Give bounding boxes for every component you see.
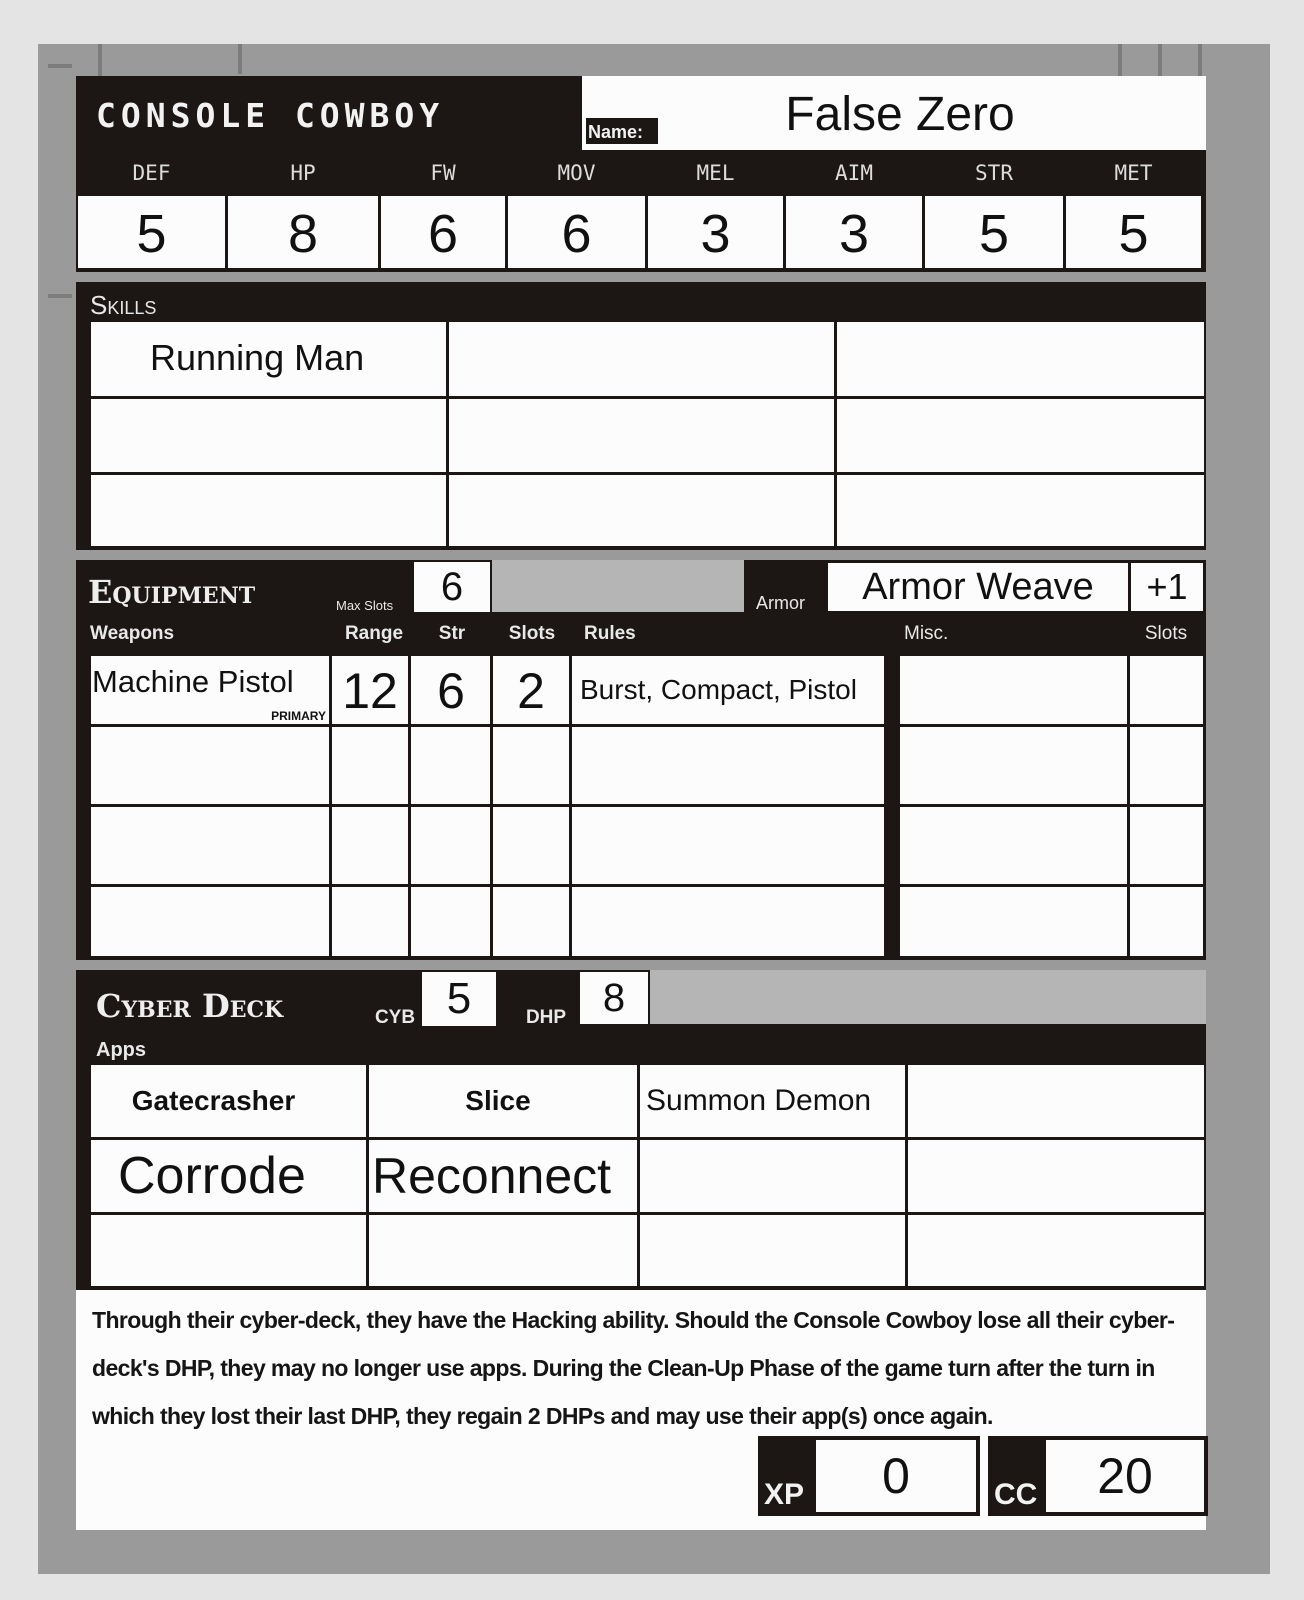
weapon-cell[interactable] [411,727,490,804]
weapon-cell[interactable] [572,807,884,884]
weapon-cell[interactable] [572,887,884,956]
dhp-value: 8 [602,976,626,1020]
weapon-cell[interactable] [91,727,329,804]
stat-label-met: MET [1114,161,1153,185]
weapon-cell[interactable] [91,807,329,884]
weapon-cell[interactable] [332,807,408,884]
skill-slot[interactable] [91,399,446,472]
stat-value-def: 5 [136,204,167,264]
rules-text: Through their cyber-deck, they have the Hacking ability. Should the Console Cowboy lose all their cyber-deck's DHP, they may no longer use apps. During the Clean-Up Phase of the game turn after the turn in which they lost their last DHP, they regain 2 DHPs and may use their app(s) once again. [92,1307,1175,1429]
weapon-cell[interactable] [411,807,490,884]
stat-value-hp: 8 [287,204,319,264]
weapon-cell[interactable] [91,887,329,956]
misc-cell[interactable] [1130,887,1203,956]
name-label: Name: [588,122,644,142]
character-name: False Zero [785,88,1015,141]
misc-cell[interactable] [900,727,1127,804]
app-slot[interactable] [369,1215,637,1286]
weapon-name: Machine Pistol [92,664,294,699]
stat-value-aim: 3 [838,204,870,264]
weapon-str: 6 [437,663,465,719]
stat-label-mel: MEL [696,161,735,185]
stat-value-mov: 6 [561,204,592,264]
armor-bonus: +1 [1146,566,1188,607]
weapon-cell[interactable] [493,887,569,956]
skill-slot[interactable] [449,475,834,546]
xp-label: XP [764,1478,805,1511]
misc-cell[interactable] [900,887,1127,956]
stat-value-str: 5 [978,204,1010,264]
misc-cell[interactable] [1130,656,1203,724]
col-misc-slots: Slots [1144,623,1188,644]
weapon-cell[interactable] [572,727,884,804]
skill-slot[interactable] [449,399,834,472]
stat-label-mov: MOV [557,161,596,185]
misc-cell[interactable] [1130,727,1203,804]
equipment-gap [492,560,744,612]
skill-slot[interactable] [449,322,834,396]
app-item: Corrode [118,1147,306,1205]
weapon-cell[interactable] [493,727,569,804]
max-slots-label: Max Slots [336,598,394,613]
misc-cell[interactable] [900,656,1127,724]
misc-cell[interactable] [900,807,1127,884]
weapon-cell[interactable] [493,807,569,884]
cc-value: 20 [1097,1448,1153,1504]
weapon-cell[interactable] [411,887,490,956]
weapon-cell[interactable] [332,887,408,956]
app-slot[interactable] [908,1065,1204,1137]
app-slot[interactable] [908,1215,1204,1286]
cyber-deck-label: Cyber Deck [96,987,284,1025]
cyb-label: CYB [374,1007,416,1028]
max-slots-value: 6 [440,565,464,609]
col-weapons: Weapons [90,623,175,644]
weapon-tag: PRIMARY [271,709,326,723]
weapon-range: 12 [342,663,398,719]
app-slot[interactable] [91,1215,366,1286]
skills-label: Skills [90,290,157,320]
stat-value-mel: 3 [700,204,731,264]
stat-label-hp: HP [290,161,316,185]
armor-label: Armor [756,593,805,613]
app-item: Slice [465,1085,531,1116]
col-misc: Misc. [904,623,949,644]
armor-value: Armor Weave [862,566,1094,608]
stat-value-met: 5 [1118,204,1149,264]
cyber-deck-gap [650,970,1206,1024]
cc-label: CC [994,1478,1038,1511]
apps-label: Apps [96,1039,146,1061]
equipment-label: Equipment [88,573,256,611]
class-title: CONSOLE COWBOY [96,96,445,135]
app-slot[interactable] [640,1215,905,1286]
col-rules: Rules [584,623,636,644]
weapon-cell[interactable] [332,727,408,804]
app-slot[interactable] [908,1140,1204,1212]
skill-slot[interactable] [837,322,1204,396]
stat-label-fw: FW [430,161,456,185]
skill-slot[interactable] [837,475,1204,546]
weapon-slots: 2 [517,663,545,719]
cyb-value: 5 [446,974,472,1023]
col-slots: Slots [508,623,556,644]
col-range: Range [344,623,404,644]
app-item: Summon Demon [646,1084,872,1117]
misc-cell[interactable] [1130,807,1203,884]
stat-value-fw: 6 [427,204,459,264]
dhp-label: DHP [525,1007,567,1028]
stat-label-str: STR [975,161,1013,185]
stat-label-def: DEF [132,161,171,185]
app-item: Reconnect [372,1148,612,1204]
xp-value: 0 [882,1448,910,1504]
app-slot[interactable] [640,1140,905,1212]
skill-item: Running Man [150,337,365,378]
weapon-rules: Burst, Compact, Pistol [580,674,857,705]
col-str: Str [438,623,466,644]
skill-slot[interactable] [837,399,1204,472]
app-item: Gatecrasher [131,1085,296,1116]
skill-slot[interactable] [91,475,446,546]
stat-label-aim: AIM [835,161,873,185]
